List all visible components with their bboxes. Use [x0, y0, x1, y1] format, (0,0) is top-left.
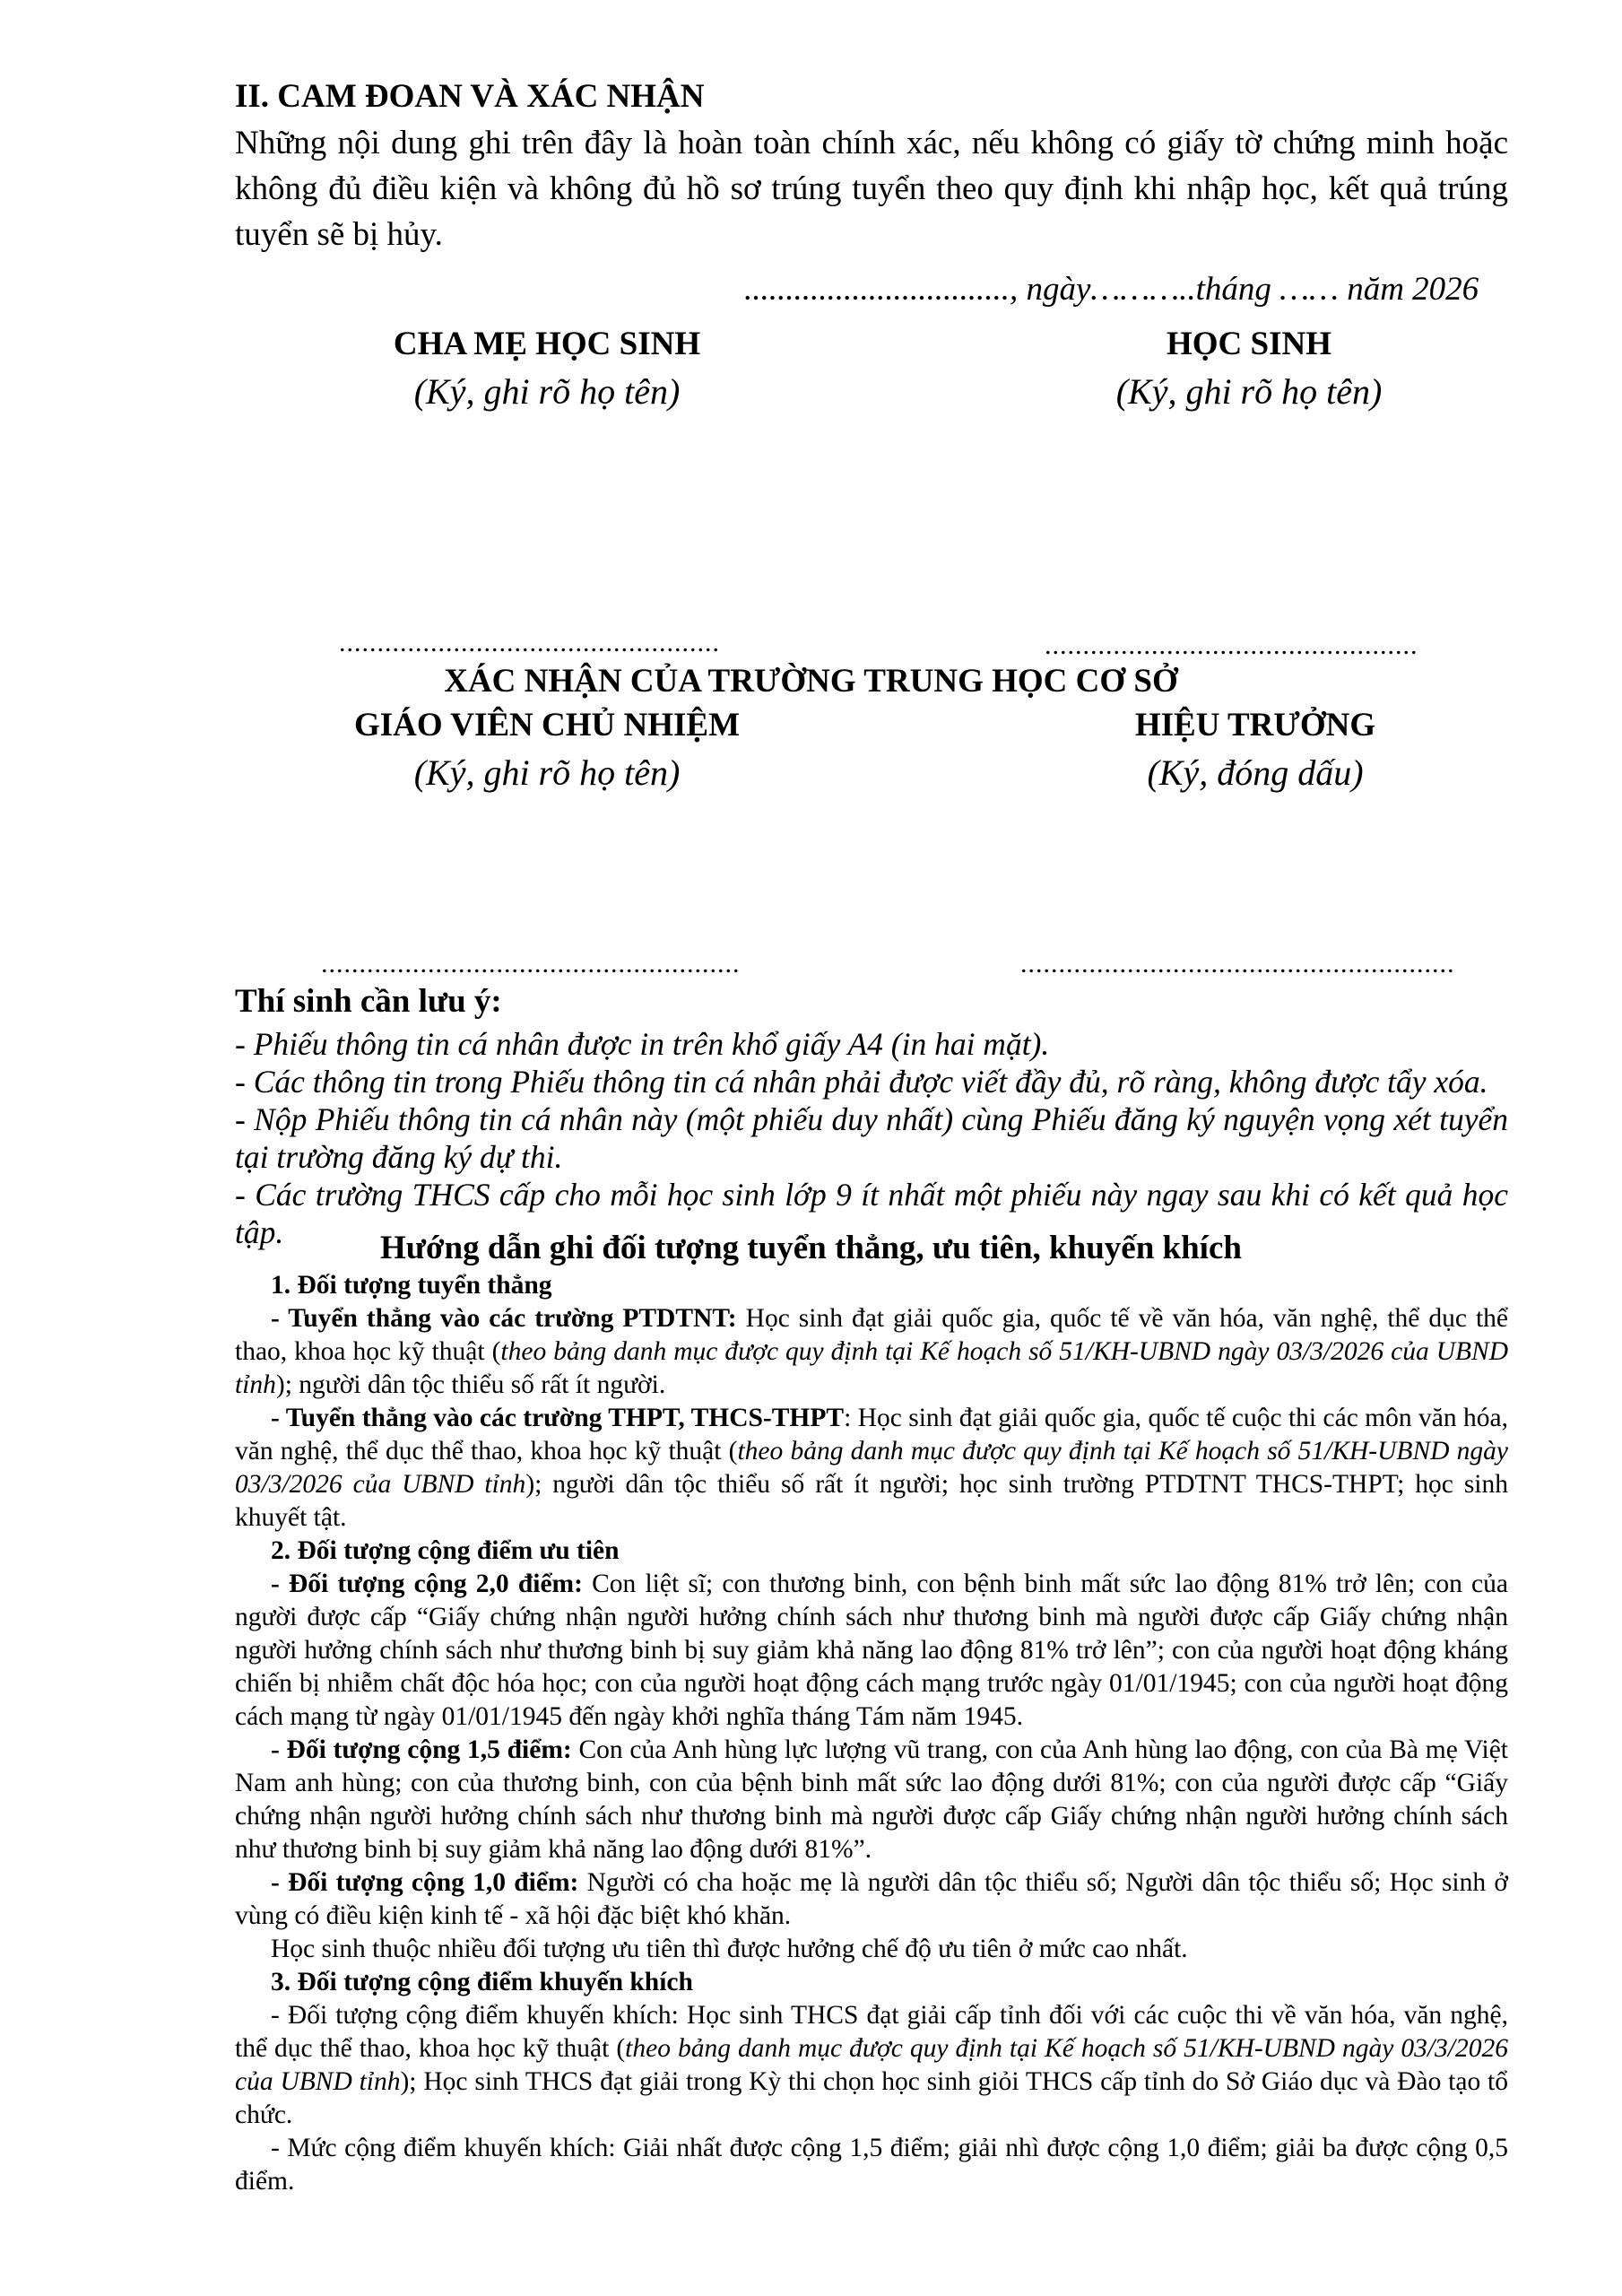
- note-item: - Nộp Phiếu thông tin cá nhân này (một phiếu duy nhất) cùng Phiếu đăng ký nguyện vọng xét tuyển tại trường đăng ký dự thi.: [235, 1101, 1508, 1175]
- principal-signature-line: .........................................................: [1020, 949, 1455, 978]
- note-item: - Phiếu thông tin cá nhân được in trên khổ giấy A4 (in hai mặt).: [235, 1026, 1050, 1062]
- guide-s1-p2-end: ); người dân tộc thiểu số rất ít người; học sinh trường PTDTNT THCS-THPT; học sinh khuyết tật.: [235, 1470, 1509, 1532]
- guide-s2-p3-text: Người có cha hoặc mẹ là người dân tộc thiểu số; Người dân tộc thiểu số; Học sinh ở vùng có điều kiện kinh tế - xã hội đặc biệt khó khăn.: [235, 1868, 1508, 1930]
- guide-s1-p2-italic: theo bảng danh mục được quy định tại Kế hoạch số 51/KH-UBND ngày 03/3/2026 của UBND tỉnh: [235, 1437, 1508, 1499]
- teacher-signature-title: GIÁO VIÊN CHỦ NHIỆM: [354, 707, 740, 744]
- guide-section-1-title: 1. Đối tượng tuyển thẳng: [271, 1271, 552, 1300]
- student-signature-title: HỌC SINH: [1166, 326, 1331, 362]
- guide-s2-paragraph-2: [235, 1734, 1508, 1866]
- section-heading: II. CAM ĐOAN VÀ XÁC NHẬN: [235, 78, 705, 115]
- note-item: - Các thông tin trong Phiếu thông tin cá nhân phải được viết đầy đủ, rõ ràng, không được tẩy xóa.: [235, 1064, 1488, 1100]
- guide-s3-p1-end: ); Học sinh THCS đạt giải trong Kỳ thi chọn học sinh giỏi THCS cấp tỉnh do Sở Giáo dục và Đào tạo tổ chức.: [235, 2067, 1508, 2129]
- notes-heading: Thí sinh cần lưu ý:: [235, 983, 502, 1020]
- notes-list: [235, 1025, 1508, 1251]
- guide-s1-p1-text: Học sinh đạt giải quốc gia, quốc tế về văn hóa, văn nghệ, thể dục thể thao, khoa học kỹ thuật (: [235, 1304, 1508, 1366]
- date-line: ................................, ngày………..tháng …… năm 2026: [744, 271, 1479, 308]
- guide-s1-paragraph-1: [235, 1302, 1508, 1402]
- teacher-signature-line: .......................................................: [321, 949, 741, 978]
- guide-s2-paragraph-1: [235, 1568, 1508, 1734]
- guide-s1-paragraph-2: [235, 1402, 1508, 1535]
- guide-s1-p2-lead: - Tuyển thẳng vào các trường THPT, THCS-THPT: [271, 1404, 845, 1432]
- guide-s3-paragraph-1: [235, 1999, 1508, 2132]
- guide-s1-p1-italic: theo bảng danh mục được quy định tại Kế hoạch số 51/KH-UBND ngày 03/3/2026 của UBND tỉnh: [235, 1337, 1508, 1399]
- guide-section-3-title: 3. Đối tượng cộng điểm khuyến khích: [271, 1968, 693, 1996]
- guide-title: Hướng dẫn ghi đối tượng tuyển thẳng, ưu tiên, khuyến khích: [380, 1230, 1242, 1266]
- school-confirmation-title: XÁC NHẬN CỦA TRƯỜNG TRUNG HỌC CƠ SỞ: [444, 663, 1178, 700]
- guide-s2-p3-lead: - Đối tượng cộng 1,0 điểm:: [271, 1868, 579, 1897]
- guide-s2-p1-text: Con liệt sĩ; con thương binh, con bệnh binh mất sức lao động 81% trở lên; con của người được cấp “Giấy chứng nhận người hưởng chính sách như thương binh mà người được cấp Giấy chứng nhận người hưởng chính sách như thương binh bị suy giảm khả năng lao động 81% trở lên”; con của người hoạt động kháng chiến bị nhiễm chất độc hóa học; con của người hoạt động cách mạng trước ngày 01/01/1945; con của người hoạt động cách mạng từ ngày 01/01/1945 đến ngày khởi nghĩa tháng Tám năm 1945.: [235, 1570, 1508, 1731]
- guide-section-2-title: 2. Đối tượng cộng điểm ưu tiên: [271, 1536, 620, 1565]
- parent-signature-title: CHA MẸ HỌC SINH: [393, 326, 701, 362]
- guide-s2-p1-lead: - Đối tượng cộng 2,0 điểm:: [271, 1570, 583, 1598]
- guide-s3-paragraph-2: - Mức cộng điểm khuyến khích: Giải nhất được cộng 1,5 điểm; giải nhì được cộng 1,0 điểm; giải ba được cộng 0,5 điểm.: [235, 2134, 1508, 2196]
- guide-body: [235, 1269, 1508, 2198]
- parent-signature-note: (Ký, ghi rõ họ tên): [413, 371, 681, 412]
- teacher-signature-note: (Ký, ghi rõ họ tên): [413, 752, 681, 793]
- guide-s1-p1-lead: - Tuyển thẳng vào các trường PTDTNT:: [271, 1304, 737, 1333]
- student-signature-line: .................................................: [1045, 631, 1418, 660]
- parent-signature-line: ..................................................: [339, 628, 720, 657]
- guide-s2-p2-lead: - Đối tượng cộng 1,5 điểm:: [271, 1735, 572, 1764]
- guide-s2-paragraph-3: [235, 1866, 1508, 1933]
- guide-s2-paragraph-4: Học sinh thuộc nhiều đối tượng ưu tiên thì được hưởng chế độ ưu tiên ở mức cao nhất.: [271, 1935, 1188, 1963]
- commitment-statement: Những nội dung ghi trên đây là hoàn toàn chính xác, nếu không có giấy tờ chứng minh hoặc không đủ điều kiện và không đủ hồ sơ trúng tuyển theo quy định khi nhập học, kết quả trúng tuyển sẽ bị hủy.: [235, 125, 1508, 253]
- student-signature-note: (Ký, ghi rõ họ tên): [1115, 371, 1383, 412]
- principal-signature-note: (Ký, đóng dấu): [1147, 752, 1364, 793]
- guide-s1-p2-text: : Học sinh đạt giải quốc gia, quốc tế cuộc thi các môn văn hóa, văn nghệ, thể dục thể thao, khoa học kỹ thuật (: [235, 1404, 1508, 1465]
- guide-s3-p1-text: - Đối tượng cộng điểm khuyến khích: Học sinh THCS đạt giải cấp tỉnh đối với các cuộc thi về văn hóa, văn nghệ, thể dục thể thao, khoa học kỹ thuật (: [235, 2001, 1508, 2063]
- guide-s3-p1-italic: theo bảng danh mục được quy định tại Kế hoạch số 51/KH-UBND ngày 03/3/2026 của UBND tỉnh: [235, 2034, 1508, 2096]
- guide-s2-p2-text: Con của Anh hùng lực lượng vũ trang, con của Anh hùng lao động, con của Bà mẹ Việt Nam anh hùng; con của thương binh, con của bệnh binh mất sức lao động dưới 81%; con của người được cấp “Giấy chứng nhận người hưởng chính sách như thương binh mà người được cấp Giấy chứng nhận người hưởng chính sách như thương binh bị suy giảm khả năng lao động dưới 81%”.: [235, 1735, 1509, 1864]
- principal-signature-title: HIỆU TRƯỞNG: [1134, 707, 1376, 744]
- guide-s1-p1-end: ); người dân tộc thiểu số rất ít người.: [275, 1370, 666, 1399]
- note-item: - Các trường THCS cấp cho mỗi học sinh lớp 9 ít nhất một phiếu này ngay sau khi có kết quả học tập.: [235, 1177, 1508, 1250]
